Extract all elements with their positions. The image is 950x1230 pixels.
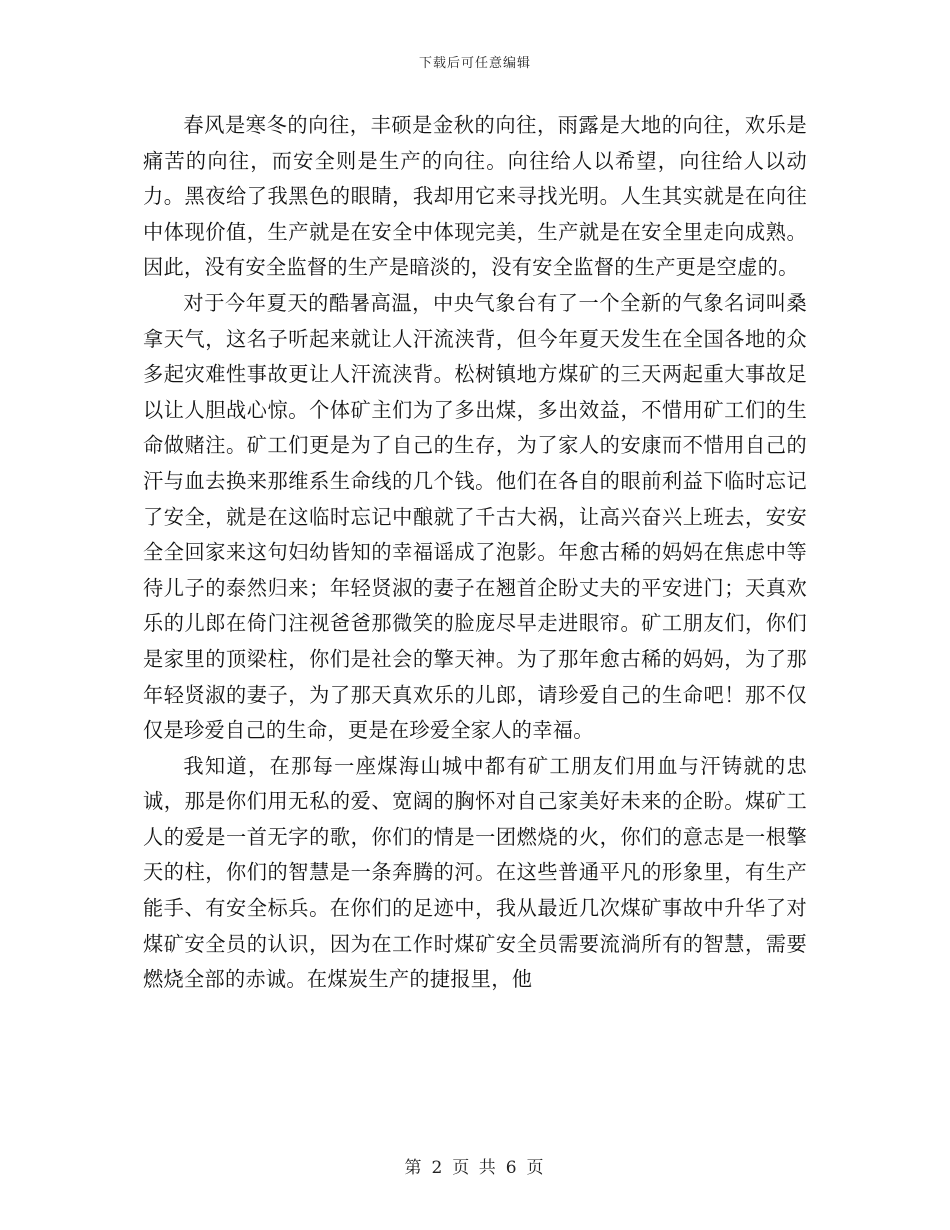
page-header: 下载后可任意编辑 bbox=[418, 56, 531, 71]
body-paragraph: 春风是寒冬的向往，丰硕是金秋的向往，雨露是大地的向往，欢乐是痛苦的向往，而安全则是生产的向往。向往给人以希望，向往给人以动力。黑夜给了我黑色的眼睛，我却用它来寻找光明。人生其实就是在向往中体现价值，生产就是在安全中体现完美，生产就是在安全里走向成熟。因此，没有安全监督的生产是暗淡的，没有安全监督的生产更是空虚的。 bbox=[143, 113, 807, 280]
current-page-number: 2 bbox=[431, 1158, 445, 1178]
footer-prefix: 第 bbox=[404, 1158, 424, 1178]
page-footer bbox=[0, 1153, 950, 1178]
total-pages-number: 6 bbox=[505, 1158, 519, 1178]
footer-suffix: 页 bbox=[526, 1158, 546, 1178]
document-body bbox=[143, 108, 807, 998]
footer-middle: 页 共 bbox=[452, 1158, 498, 1178]
body-paragraph: 对于今年夏天的酷暑高温，中央气象台有了一个全新的气象名词叫桑拿天气，这名子听起来就让人汗流浃背，但今年夏天发生在全国各地的众多起灾难性事故更让人汗流浃背。松树镇地方煤矿的三天两起重大事故足以让人胆战心惊。个体矿主们为了多出煤，多出效益，不惜用矿工们的生命做赌注。矿工们更是为了自己的生存，为了家人的安康而不惜用自己的汗与血去换来那维系生命线的几个钱。他们在各自的眼前利益下临时忘记了安全，就是在这临时忘记中酿就了千古大祸，让高兴奋兴上班去，安安全全回家来这句妇幼皆知的幸福谣成了泡影。年愈古稀的妈妈在焦虑中等待儿子的泰然归来；年轻贤淑的妻子在翘首企盼丈夫的平安进门；天真欢乐的儿郎在倚门注视爸爸那微笑的脸庞尽早走进眼帘。矿工朋友们，你们是家里的顶梁柱，你们是社会的擎天神。为了那年愈古稀的妈妈，为了那年轻贤淑的妻子，为了那天真欢乐的儿郎，请珍爱自己的生命吧！那不仅仅是珍爱自己的生命，更是在珍爱全家人的幸福。 bbox=[143, 290, 807, 743]
body-paragraph: 我知道，在那每一座煤海山城中都有矿工朋友们用血与汗铸就的忠诚，那是你们用无私的爱、宽阔的胸怀对自己家美好未来的企盼。煤矿工人的爱是一首无字的歌，你们的情是一团燃烧的火，你们的意志是一根擎天的柱，你们的智慧是一条奔腾的河。在这些普通平凡的形象里，有生产能手、有安全标兵。在你们的足迹中，我从最近几次煤矿事故中升华了对煤矿安全员的认识，因为在工作时煤矿安全员需要流淌所有的智慧，需要燃烧全部的赤诚。在煤炭生产的捷报里，他 bbox=[143, 753, 807, 992]
